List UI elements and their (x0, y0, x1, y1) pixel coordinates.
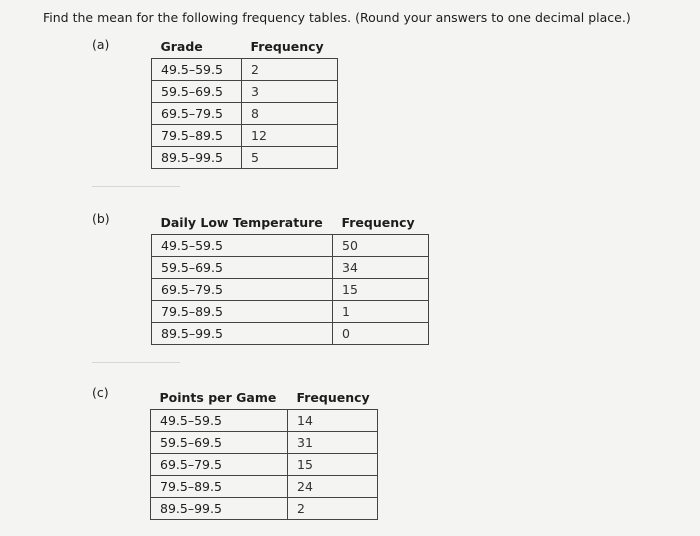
frequency-value: 2 (288, 498, 378, 520)
frequency-value: 3 (242, 81, 338, 103)
table-row (151, 454, 378, 476)
class-interval: 49.5–59.5 (152, 235, 333, 257)
table-row (152, 147, 338, 169)
frequency-table-a (151, 35, 338, 169)
table-row (151, 410, 378, 432)
frequency-value: 34 (333, 257, 429, 279)
table-row (152, 103, 338, 125)
table-row (151, 432, 378, 454)
table-row (151, 476, 378, 498)
frequency-value: 1 (333, 301, 429, 323)
table-row (151, 498, 378, 520)
table-row (152, 81, 338, 103)
frequency-value: 2 (242, 59, 338, 81)
table-row (152, 279, 429, 301)
table-row (152, 257, 429, 279)
table-row (152, 301, 429, 323)
class-interval: 89.5–99.5 (152, 147, 242, 169)
table-c-header-class: Points per Game (159, 390, 277, 405)
table-row (152, 323, 429, 345)
part-b-label: (b) (92, 211, 110, 226)
class-interval: 69.5–79.5 (151, 454, 288, 476)
part-c-label: (c) (92, 385, 109, 400)
class-interval: 79.5–89.5 (151, 476, 288, 498)
class-interval: 79.5–89.5 (152, 301, 333, 323)
part-a-label: (a) (92, 37, 110, 52)
answer-input-b[interactable] (92, 362, 180, 363)
frequency-value: 12 (242, 125, 338, 147)
table-row (152, 59, 338, 81)
answer-input-a[interactable] (92, 186, 180, 187)
frequency-value: 15 (333, 279, 429, 301)
frequency-table-c (150, 386, 378, 520)
class-interval: 59.5–69.5 (152, 81, 242, 103)
frequency-value: 31 (288, 432, 378, 454)
table-b-header-frequency: Frequency (341, 215, 415, 230)
table-b-header-class: Daily Low Temperature (160, 215, 323, 230)
question-prompt: Find the mean for the following frequency tables. (Round your answers to one decimal place.) (43, 10, 631, 25)
class-interval: 59.5–69.5 (151, 432, 288, 454)
frequency-value: 24 (288, 476, 378, 498)
frequency-value: 50 (333, 235, 429, 257)
class-interval: 49.5–59.5 (152, 59, 242, 81)
class-interval: 89.5–99.5 (151, 498, 288, 520)
class-interval: 59.5–69.5 (152, 257, 333, 279)
table-a-header-class: Grade (160, 39, 203, 54)
frequency-value: 5 (242, 147, 338, 169)
table-row (152, 235, 429, 257)
frequency-table-b (151, 211, 429, 345)
frequency-value: 14 (288, 410, 378, 432)
frequency-value: 0 (333, 323, 429, 345)
class-interval: 79.5–89.5 (152, 125, 242, 147)
table-a-header-frequency: Frequency (250, 39, 324, 54)
table-row (152, 125, 338, 147)
frequency-value: 15 (288, 454, 378, 476)
class-interval: 49.5–59.5 (151, 410, 288, 432)
class-interval: 69.5–79.5 (152, 103, 242, 125)
table-c-header-frequency: Frequency (296, 390, 370, 405)
class-interval: 69.5–79.5 (152, 279, 333, 301)
class-interval: 89.5–99.5 (152, 323, 333, 345)
frequency-value: 8 (242, 103, 338, 125)
